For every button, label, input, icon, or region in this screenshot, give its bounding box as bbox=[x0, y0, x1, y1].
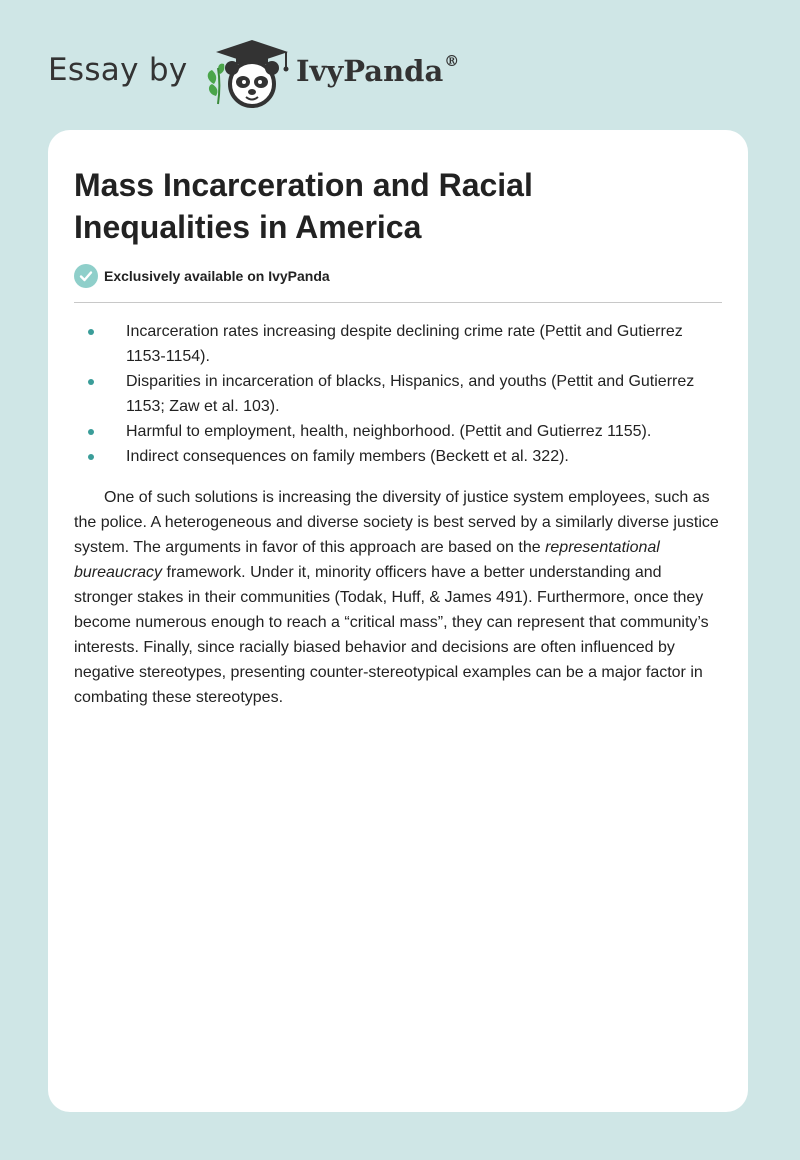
registered-mark: ® bbox=[444, 52, 460, 70]
page-title: Mass Incarceration and Racial Inequalities in America bbox=[74, 167, 533, 245]
divider bbox=[74, 302, 722, 303]
badge-label: Exclusively available on IvyPanda bbox=[104, 268, 330, 284]
panda-graduate-icon[interactable] bbox=[202, 38, 294, 110]
list-item bbox=[74, 319, 722, 369]
bullet-icon bbox=[88, 329, 94, 335]
brand-name[interactable] bbox=[296, 54, 459, 88]
brand-name-text: IvyPanda bbox=[296, 54, 444, 88]
list-item-text: Disparities in incarceration of blacks, Hispanics, and youths (Pettit and Gutierrez 1153; Zaw et al. 103). bbox=[126, 373, 695, 415]
bullet-icon bbox=[88, 454, 94, 460]
body-paragraph bbox=[74, 485, 724, 710]
essay-card bbox=[48, 130, 748, 1112]
list-item bbox=[74, 369, 722, 419]
list-item-text: Incarceration rates increasing despite declining crime rate (Pettit and Gutierrez 1153-1154). bbox=[126, 323, 683, 365]
check-circle-icon bbox=[74, 264, 98, 288]
essay-by-label: Essay by bbox=[48, 52, 188, 88]
list-item bbox=[74, 444, 722, 469]
paragraph-text-end: framework. Under it, minority officers have a better understanding and stronger stakes in their communities (Todak, Huff, & James 491). Furthermore, once they become numerous enough to reach a “critical mass”, they can represent that community’s interests. Finally, since racially biased behavior and decisions are often influenced by negative stereotypes, presenting counter-stereotypical examples can be a major factor in combating these stereotypes. bbox=[74, 564, 709, 706]
list-item-text: Harmful to employment, health, neighborhood. (Pettit and Gutierrez 1155). bbox=[126, 423, 652, 440]
bullet-icon bbox=[88, 429, 94, 435]
site-header bbox=[48, 38, 508, 118]
paragraph-italic-term: representational bureaucracy bbox=[74, 539, 660, 581]
bullet-icon bbox=[88, 379, 94, 385]
paragraph-text-start: One of such solutions is increasing the diversity of justice system employees, such as the police. A heterogeneous and diverse society is best served by a similarly diverse justice system. The arguments in favor of this approach are based on the bbox=[74, 489, 719, 556]
bullet-list bbox=[74, 319, 722, 469]
exclusive-badge bbox=[74, 263, 330, 289]
list-item-text: Indirect consequences on family members (Beckett et al. 322). bbox=[126, 448, 569, 465]
list-item bbox=[74, 419, 722, 444]
